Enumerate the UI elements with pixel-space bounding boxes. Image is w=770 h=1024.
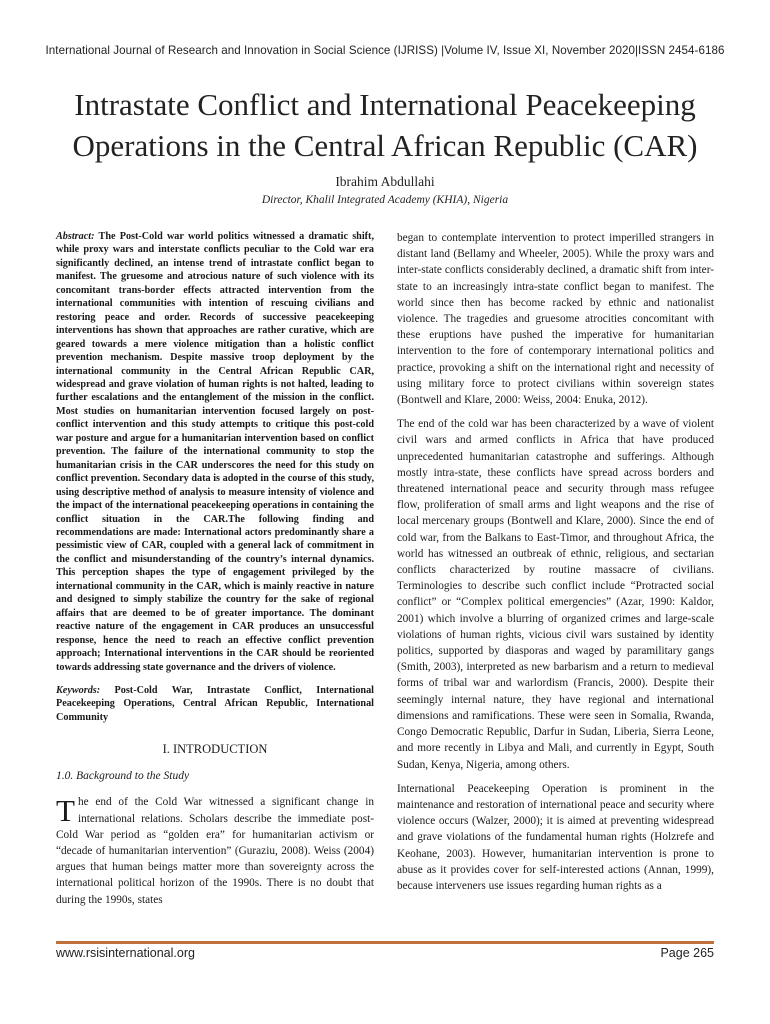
author-name: Ibrahim Abdullahi [335, 174, 435, 189]
paper-title: Intrastate Conflict and International Peacekeeping Operations in the Central African Republic (CAR) [72, 87, 698, 163]
abstract-label: Abstract: [56, 231, 95, 242]
right-paragraph-1: began to contemplate intervention to protect imperilled strangers in distant land (Bellamy and Wheeler, 2005). While the proxy wars and inter-state conflicts considerably declined, a dramatic shift from inter-state to an increasingly intra-state conflict began to manifest. The world since then has become racked by ethnic and nationalist violence. The tragedies and gruesome atrocities concomitant with these eruptions have pushed the imperative for humanitarian intervention to the fore of contemporary international politics and practice, provoking a shift on the international right and necessity of using military force to protect civilians within sovereign states (Bontwell and Klare, 2000: Weiss, 2004: Enuka, 2012). [397, 232, 714, 407]
right-paragraph-3: International Peacekeeping Operation is prominent in the maintenance and restoration of international peace and security where violence occurs (Walzer, 2000); it is aimed at preventing widespread and grave violations of the fundamental human rights (Holzrefe and Keohane, 2003). However, humanitarian intervention is prone to abuse as it provides cover for self-interested actions (Annan, 1999), because interveners use issues regarding human rights as a [397, 782, 714, 892]
abstract [56, 230, 374, 674]
footer-website: www.rsisinternational.org [56, 946, 195, 960]
left-column [56, 230, 374, 908]
subsection-heading-background: 1.0. Background to the Study [56, 770, 190, 783]
right-column [397, 230, 714, 902]
drop-cap: T [56, 793, 75, 829]
keywords-text: Post-Cold War, Intrastate Conflict, International Peacekeeping Operations, Central African Republic, International Community [56, 684, 374, 723]
footer-page-number: Page 265 [660, 946, 714, 960]
footer-rule [56, 941, 714, 944]
abstract-text: The Post-Cold war world politics witnessed a dramatic shift, while proxy wars and interstate conflicts peculiar to the Cold war era significantly declined, an intense trend of intrastate conflict began to manifest. The gruesome and atrocious nature of such violence with its concomitant trans-border effects attracted intervention from the international communities with intention of rescuing civilians and restoring peace and order. Records of successive peacekeeping interventions has shown that approaches are rather curative, which are geared towards a mere violence mitigation than a holistic conflict prevention mechanism. Despite massive troop deployment by the international community in the Central African Republic CAR, widespread and grave violation of human rights is not halted, leading to further escalations and the entanglement of the mission in the conflict. Most studies on humanitarian intervention focused largely on post-conflict intervention and this study attempts to critique this post-cold war posture and argue for a humanitarian intervention based on conflict prevention. The failure of the international community to stop the humanitarian crisis in the CAR underscores the need for this study on conflict prevention. Secondary data is adopted in the course of this study, using descriptive method of analysis to measure intensity of violence and the impact of the international peacekeeping operations in containing the conflict situation in the CAR.The following finding and recommendations are made: International actors predominantly share a pessimistic view of CAR, coupled with a general lack of commitment in the conflict and misunderstanding of the country’s internal dynamics. This perception shapes the type of engagement privileged by the international community in the CAR, which is mainly reactive in nature and designed to simply stabilize the country for the sake of regional affairs that are deemed to be of greater importance. The dominant reactive nature of the engagement in CAR produces an unsuccessful response, hence the need to reach an effective conflict prevention approach; International interventions in the CAR should be reoriented towards addressing state governance and the drivers of violence. [56, 231, 374, 673]
intro-paragraph [56, 794, 374, 907]
keywords-label: Keywords: [56, 684, 101, 696]
running-header: International Journal of Research and Innovation in Social Science (IJRISS) |Volume IV, Issue XI, November 2020|ISSN 2454-6186 [45, 44, 725, 57]
intro-paragraph-text: he end of the Cold War witnessed a significant change in international relations. Scholars describe the immediate post-Cold War period as “golden era” for humanitarian activism or “decade of humanitarian intervention” (Guraziu, 2008). Weiss (2004) argues that human beings matter more than sovereignty across the international political horizon of the 1990s. There is no doubt that during the 1990s, states [56, 796, 374, 906]
keywords [56, 684, 374, 724]
section-heading-introduction: I. INTRODUCTION [162, 742, 268, 757]
right-paragraph-2: The end of the cold war has been characterized by a wave of violent civil wars and armed conflicts in Africa that have produced unprecedented humanitarian catastrophe and sufferings. Although mostly intra-state, these conflicts have spread across borders and threatened international peace and security through mass refugee flow, proliferation of small arms and light weapons and the rise of local mercenary groups (Bontwell and Klare, 2000). Since the end of cold war, from the Balkans to East-Timor, and throughout Africa, the world has witnessed an outbreak of ethnic, religious, and sectarian conflicts characterized by routine massacre of civilians. Terminologies to describe such conflict include “Protracted social conflict” or “Complex political emergencies” (Azar, 1990: Kaldor, 2001) which involve a blurring of organized crimes and large-scale violations of human rights, vicious civil wars sustained by identity politics, supported by diasporas and waged by paramilitary gangs (Smith, 2003), interpreted as new barbarism and a return to medieval forms of tribal war and warlordism (Francis, 2000). Despite their seemingly internal nature, they have regional and international dimensions and ramifications. These were seen in Somalia, Rwanda, Congo Democratic Republic, Darfur in Sudan, Liberia, Sierra Leone, and more recently in Libya and Mali, and currently in Egypt, South Sudan, Kenya, Nigeria, among others. [397, 418, 714, 771]
author-affiliation: Director, Khalil Integrated Academy (KHIA), Nigeria [261, 194, 509, 206]
